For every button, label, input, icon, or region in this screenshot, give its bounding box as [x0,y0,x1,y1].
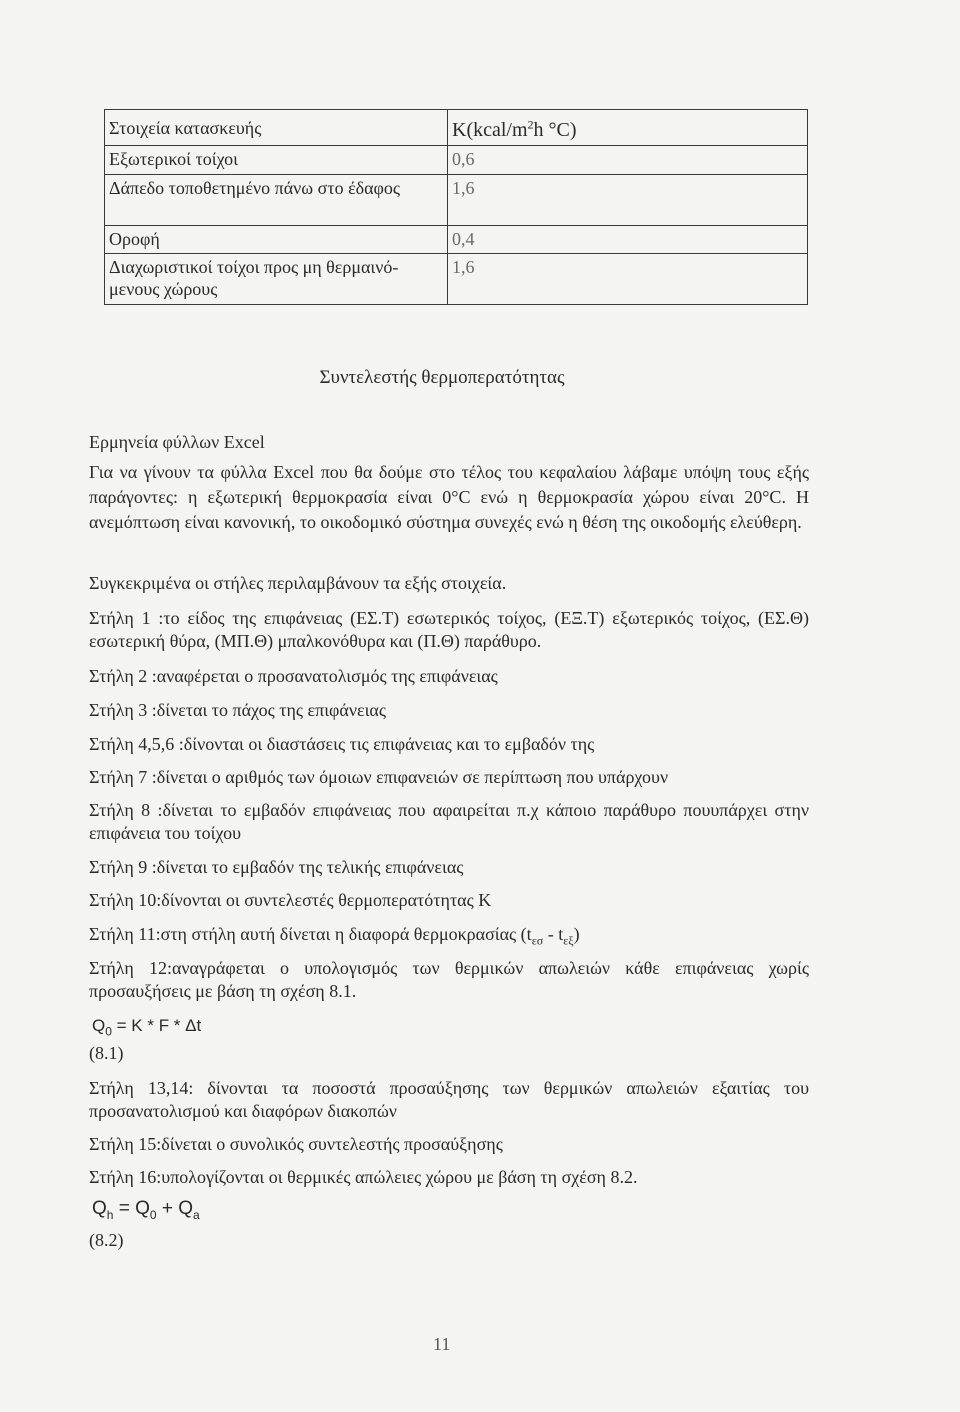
column-12-text: Στήλη 12:αναγράφεται ο υπολογισμός των θερμικών απωλειών κάθε επιφάνειας χωρίς προσαυξήσεις με βάση τη σχέση 8.1. [89,958,809,1001]
formula-8-2 [92,1198,200,1222]
col11-sub-inner: εσ [531,933,544,948]
header-construction-elements: Στοιχεία κατασκευής [105,110,448,146]
f2-eq: = Q [113,1198,150,1219]
f2-sub-h: h [106,1207,114,1222]
column-16-text: Στήλη 16:υπολογίζονται οι θερμικές απώλειες χώρου με βάση τη σχέση 8.2. [89,1167,638,1187]
row-value: 1,6 [448,254,808,305]
col11-prefix: Στήλη 11:στη στήλη αυτή δίνεται η διαφορά θερμοκρασίας (t [89,924,532,944]
col11-mid: - t [543,924,564,944]
col11-sub-outer: εξ [563,933,574,948]
table-header-row [105,110,808,146]
col11-suffix: ) [573,924,580,944]
f2-sub-a: a [193,1207,200,1222]
column-10-text: Στήλη 10:δίνονται οι συντελεστές θερμοπερατότητας K [89,890,492,910]
intro-paragraph: Για να γίνουν τα φύλλα Excel που θα δούμε στο τέλος του κεφαλαίου λάβαμε υπόψη τους εξής παράγοντες: η εξωτερική θερμοκρασία είναι 0°C ενώ η θερμοκρασία χώρου είναι 20°C. Η ανεμόπτωση είναι κανονική, το οικοδομικό σύστημα συνεχές ενώ η θέση της οικοδομής ελεύθερη. [89,462,809,532]
row-label: Δάπεδο τοποθετημένο πάνω στο έδαφος [105,175,448,226]
row-label: Οροφή [105,226,448,254]
row-label: Διαχωριστικοί τοίχοι προς μη θερμαινό-μενους χώρους [105,254,448,305]
table-caption: Συντελεστής θερμοπερατότητας [319,367,565,388]
section-title: Ερμηνεία φύλλων Excel [89,432,265,452]
column-11-text [89,923,809,953]
column-3-text: Στήλη 3 :δίνεται το πάχος της επιφάνειας [89,700,386,720]
table-row [105,254,808,305]
column-456-text: Στήλη 4,5,6 :δίνονται οι διαστάσεις τις επιφάνειας και το εμβαδόν της [89,734,595,754]
column-9-text: Στήλη 9 :δίνεται το εμβαδόν της τελικής επιφάνειας [89,857,464,877]
f1-sub: 0 [105,1024,112,1039]
table-row [105,226,808,254]
column-7-text: Στήλη 7 :δίνεται ο αριθμός των όμοιων επιφανειών σε περίπτωση που υπάρχουν [89,767,669,787]
header-k-unit [448,110,808,146]
f2-plus: + Q [156,1198,194,1219]
header-k-sup: 2 [527,117,534,132]
column-1314-text: Στήλη 13,14: δίνονται τα ποσοστά προσαύξησης των θερμικών απωλειών εξαιτίας του προσανατολισμού και διαφόρων διακοπών [89,1078,809,1121]
f1-rest: = K * F * Δt [111,1016,202,1035]
equation-number-8-1: (8.1) [89,1043,124,1063]
column-1-text: Στήλη 1 :το είδος της επιφάνειας (ΕΣ.Τ) εσωτερικός τοίχος, (ΕΞ.Τ) εξωτερικός τοίχος, (ΕΣ.Θ) εσωτερική θύρα, (ΜΠ.Θ) μπαλκονόθυρα και (Π.Θ) παράθυρο. [89,608,809,651]
header-k-suffix: h °C) [533,119,577,142]
equation-number-8-2: (8.2) [89,1230,124,1250]
column-15-text: Στήλη 15:δίνεται ο συνολικός συντελεστής προσαύξησης [89,1134,503,1154]
column-2-text: Στήλη 2 :αναφέρεται ο προσανατολισμός της επιφάνειας [89,666,498,686]
row-value: 0,4 [448,226,808,254]
formula-8-1 [92,1016,201,1038]
header-k-prefix: K(kcal/m [452,119,528,142]
column-8-text: Στήλη 8 :δίνεται το εμβαδόν επιφάνειας που αφαιρείται π.χ κάποιο παράθυρο πουυπάρχει στην επιφάνεια του τοίχου [89,800,809,843]
columns-intro: Συγκεκριμένα οι στήλες περιλαμβάνουν τα εξής στοιχεία. [89,573,507,593]
table-row [105,175,808,226]
f2-sub-0: 0 [149,1207,157,1222]
f2-q: Q [92,1198,107,1219]
f1-q: Q [92,1016,106,1035]
row-value: 0,6 [448,146,808,175]
row-value: 1,6 [448,175,808,226]
row-label: Εξωτερικοί τοίχοι [105,146,448,175]
table-row [105,146,808,175]
thermal-coefficient-table [104,109,808,305]
page-number: 11 [433,1334,451,1354]
